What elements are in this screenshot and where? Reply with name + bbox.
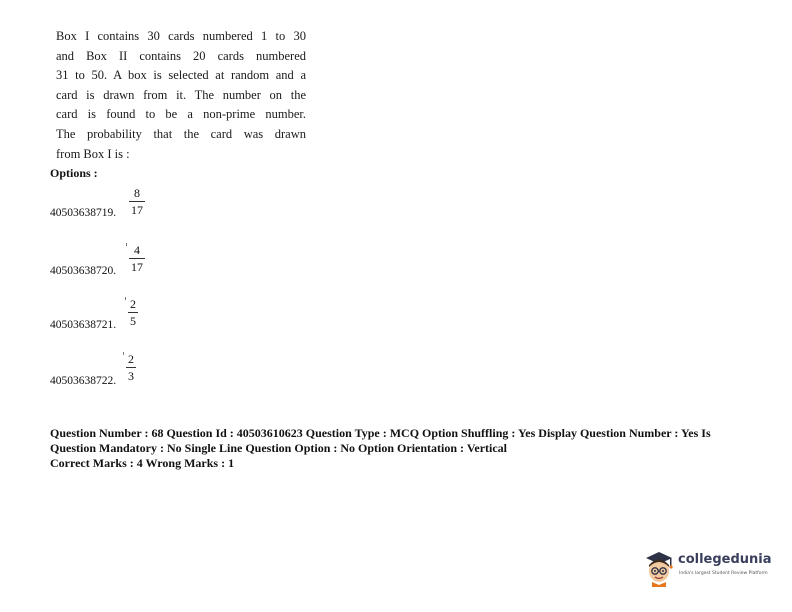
- option-fraction: [129, 243, 145, 274]
- fraction-numerator: 8: [134, 186, 140, 200]
- metadata-line: Question Number : 68 Question Id : 40503610623 Question Type : MCQ Option Shuffling : Yes Display Question Number : Yes Is: [50, 426, 711, 440]
- brand-tagline: India's largest Student Review Platform: [679, 571, 768, 576]
- option-fraction: [129, 186, 145, 217]
- fraction-numerator: 2: [130, 297, 136, 311]
- question-text: [56, 27, 306, 164]
- option-id: 40503638721.: [50, 319, 117, 331]
- fraction-bar: [126, 367, 136, 368]
- brand-logo: [640, 549, 770, 589]
- fraction-denominator: 17: [131, 260, 143, 274]
- fraction-denominator: 5: [130, 314, 136, 328]
- option-fraction: [126, 352, 136, 383]
- question-line: 31 to 50. A box is selected at random and a: [56, 68, 306, 83]
- fraction-numerator: 2: [128, 352, 134, 366]
- graduate-mascot-icon: [640, 549, 678, 587]
- fraction-denominator: 3: [128, 369, 134, 383]
- fraction-tick: [126, 243, 127, 246]
- question-line: Box I contains 30 cards numbered 1 to 30: [56, 29, 306, 43]
- fraction-tick: [125, 297, 126, 300]
- metadata-line: Question Mandatory : No Single Line Question Option : No Option Orientation : Vertical: [50, 441, 508, 455]
- question-line: card is found to be a non-prime number.: [56, 107, 306, 122]
- question-line: and Box II contains 20 cards numbered: [56, 48, 306, 63]
- fraction-bar: [128, 312, 138, 313]
- metadata-line: Correct Marks : 4 Wrong Marks : 1: [50, 456, 235, 470]
- fraction-numerator: 4: [134, 243, 140, 257]
- question-line: The probability that the card was drawn: [56, 126, 306, 141]
- fraction-bar: [129, 258, 145, 259]
- option-id: 40503638722.: [50, 375, 117, 387]
- question-metadata: [50, 426, 750, 471]
- fraction-tick: [123, 352, 124, 355]
- option-id: 40503638719.: [50, 207, 117, 219]
- brand-name: collegedunia: [678, 552, 772, 567]
- fraction-bar: [129, 201, 145, 202]
- option-id: 40503638720.: [50, 265, 117, 277]
- option-fraction: [128, 297, 138, 328]
- question-line: card is drawn from it. The number on the: [56, 87, 306, 102]
- question-line: from Box I is :: [56, 146, 130, 161]
- options-label: Options :: [50, 166, 98, 180]
- fraction-denominator: 17: [131, 203, 143, 217]
